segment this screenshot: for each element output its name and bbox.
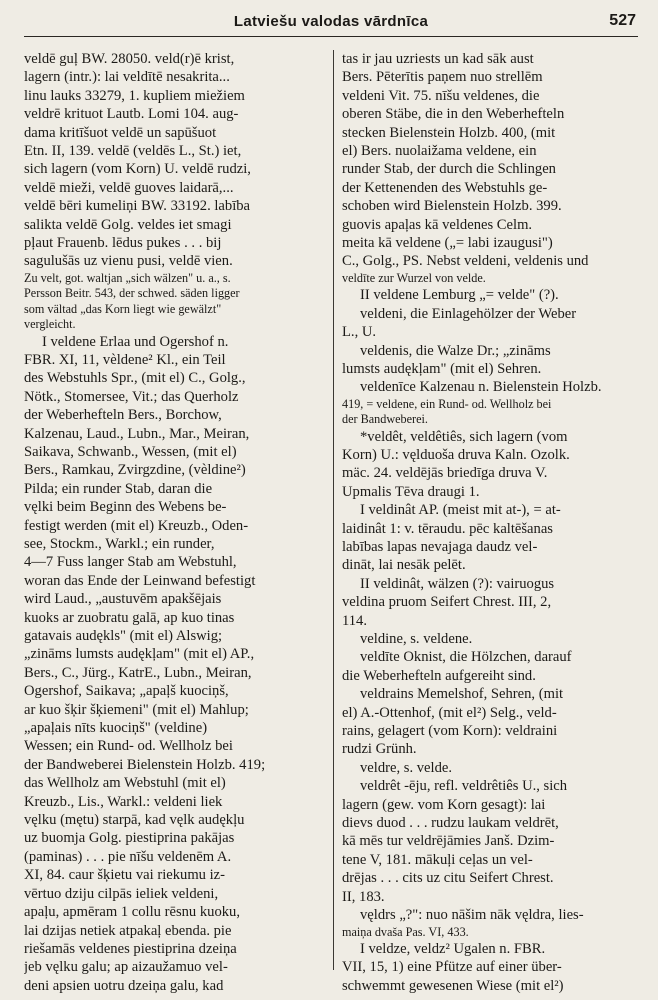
text-line: veldeni Vit. 75. nīšu veldenes, die <box>342 87 540 104</box>
text-line: deni apsien uotru dzeiņa galu, kad <box>24 977 224 994</box>
text-line: 4—7 Fuss langer Stab am Webstuhl, <box>24 554 237 571</box>
text-line: veldīte Oknist, die Hölzchen, darauf <box>360 649 572 666</box>
text-line: runder Stab, der durch die Schlingen <box>342 161 556 178</box>
left-column <box>24 50 327 994</box>
text-line: „zināms lumsts audękļam" (mit el) AP., <box>24 646 255 663</box>
text-line: laidinât 1: v. tēraudu. pēc kaltēšanas <box>342 520 553 537</box>
text-line: dievs duod . . . rudzu laukam veldrēt, <box>342 815 559 832</box>
text-line: *veldêt, veldêtiês, sich lagern (vom <box>360 428 568 445</box>
text-line: som vältad „das Korn liegt wie gewälzt" <box>24 301 222 316</box>
text-line: veldrains Memelshof, Sehren, (mit <box>360 686 564 703</box>
text-line: lumsts audękļam" (mit el) Sehren. <box>342 360 542 377</box>
text-line: mäc. 24. veldējās briedīga druva V. <box>342 465 548 482</box>
text-line: meita kā veldene („= labi izaugusi") <box>342 235 553 252</box>
text-line: „apaļais nīts kuociņš" (veldine) <box>24 720 208 737</box>
text-line: Bers. Pēterītis paņem nuo strellēm <box>342 69 543 86</box>
text-line: II veldene Lemburg „= velde" (?). <box>360 287 559 304</box>
text-line: Korn) U.: vęlduoša druva Kaln. Ozolk. <box>342 446 570 463</box>
text-line: tene V, 181. mākuļi ceļas un vel- <box>342 851 533 868</box>
text-line: el) Bers. nuolaižama veldene, ein <box>342 143 537 160</box>
text-line: C., Golg., PS. Nebst veldeni, veldenis und <box>342 253 589 270</box>
text-line: veldrē krituot Lautb. Lomi 104. aug- <box>24 106 239 123</box>
text-line: gatavais audękls" (mit el) Alswig; <box>24 628 223 644</box>
text-line: apaļu, apmēram 1 collu rēsnu kuoku, <box>24 904 241 921</box>
right-column <box>342 50 640 994</box>
text-line: sagulušās uz vienu pusi, veldē vien. <box>24 253 233 270</box>
text-line: vergleicht. <box>24 317 76 332</box>
text-line: I veldze, veldz² Ugalen n. FBR. <box>360 940 546 957</box>
page-number: 527 <box>609 12 636 29</box>
text-line: rudzi Grünh. <box>342 741 417 758</box>
text-line: II, 183. <box>342 888 385 905</box>
text-line: kuoks ar zuobratu galā, ap kuo tinas <box>24 609 235 626</box>
text-line: veldeni, die Einlagehölzer der Weber <box>360 305 577 322</box>
text-line: wird Laud., „austuvēm apakšējais <box>24 591 222 608</box>
text-line: oberen Stäbe, die in den Weberhefteln <box>342 106 565 123</box>
text-line: maiņa dvaša Pas. VI, 433. <box>342 924 469 939</box>
text-line: kā mēs tur veldrējāmies Janš. Dzim- <box>342 833 555 850</box>
text-line: Kreuzb., Lis., Warkl.: veldeni liek <box>24 793 223 810</box>
text-line: veldenīce Kalzenau n. Bielenstein Holzb. <box>360 379 602 396</box>
text-line: II veldinât, wälzen (?): vairuogus <box>360 575 555 592</box>
text-line: 114. <box>342 612 367 629</box>
text-line: vęlki beim Beginn des Webens be- <box>24 499 227 516</box>
text-line: 419, = veldene, ein Rund- od. Wellholz bei <box>342 396 552 411</box>
text-line: el) A.-Ottenhof, (mit el²) Selg., veld- <box>342 704 557 721</box>
text-line: der Weberhefteln Bers., Borchow, <box>24 407 222 424</box>
running-title: Latviešu valodas vārdnīca <box>233 13 429 30</box>
text-line: tas ir jau uzriests un kad sāk aust <box>342 51 534 67</box>
text-line: Etn. II, 139. veldē (veldēs L., St.) iet, <box>24 143 242 160</box>
text-line: rains, gelagert (vom Korn): veldraini <box>342 723 558 740</box>
text-line: der Bandweberei. <box>342 412 428 427</box>
text-line: Zu velt, got. waltjan „sich wälzen" u. a., s. <box>24 270 231 285</box>
text-line: Bers., C., Jürg., KatrE., Lubn., Meiran, <box>24 664 252 681</box>
text-line: linu lauks 33279, 1. kupliem miežiem <box>24 87 245 104</box>
text-line: der Bandweberei Bielenstein Holzb. 419; <box>24 756 266 773</box>
text-line: Ogershof, Saikava; „apaļš kuociņš, <box>24 683 229 700</box>
text-line: Upmalis Tēva draugi 1. <box>342 483 480 500</box>
text-line: (paminas) . . . pie nīšu veldenēm A. <box>24 848 232 865</box>
text-line: see, Stockm., Warkl.; ein runder, <box>24 535 215 552</box>
text-line: veldīte zur Wurzel von velde. <box>342 270 486 285</box>
text-line: veldina pruom Seifert Chrest. III, 2, <box>342 594 552 611</box>
text-line: VII, 15, 1) eine Pfütze auf einer über- <box>342 959 562 976</box>
text-line: lai dzijas netiek atpakaļ ebenda. pie <box>24 922 232 939</box>
text-line: XI, 84. caur šķietu vai riekumu iz- <box>24 867 226 884</box>
text-line: lagern (gew. vom Korn gesagt): lai <box>342 796 546 813</box>
text-line: riešamās veldenes piestiprina dzeiņa <box>24 940 237 957</box>
text-line: vęldrs „?": nuo nāšim nāk vęldra, lies- <box>360 907 584 924</box>
text-line: guovis apaļas kā veldenes Celm. <box>342 216 533 233</box>
text-line: veldē mieži, veldē guoves laidarā,... <box>24 179 234 196</box>
text-line: veldre, s. velde. <box>360 759 452 776</box>
text-line: labības lapas nevajaga daudz vel- <box>342 538 538 555</box>
running-header <box>24 10 638 37</box>
text-line: stecken Bielenstein Holzb. 400, (mit <box>342 124 556 141</box>
text-line: veldrêt -ēju, refl. veldrêtiês U., sich <box>360 778 568 795</box>
text-line: lagern (intr.): lai veldītē nesakrita... <box>24 69 230 86</box>
text-line: uz buomja Golg. piestiprina pakājas <box>24 830 235 847</box>
text-line: des Webstuhls Spr., (mit el) C., Golg., <box>24 370 246 387</box>
text-line: der Kettenenden des Webstuhls ge- <box>342 179 548 196</box>
text-line: dināt, lai nesāk pelēt. <box>342 557 466 574</box>
text-line: veldē guļ BW. 28050. veld(r)ē krist, <box>24 51 235 67</box>
text-line: drējas . . . cits uz citu Seifert Chrest. <box>342 870 554 887</box>
text-line: ar kuo šķir šķiemeni" (mit el) Mahlup; <box>24 701 249 718</box>
text-line: Persson Beitr. 543, der schwed. säden ligger <box>24 286 240 301</box>
text-line: schoben wird Bielenstein Holzb. 399. <box>342 198 562 215</box>
text-line: Bers., Ramkau, Zvirgzdine, (vèldine²) <box>24 462 246 479</box>
text-line: Kalzenau, Laud., Lubn., Mar., Meiran, <box>24 425 250 442</box>
text-line: I veldinât AP. (meist mit at-), = at- <box>360 502 561 519</box>
text-line: pļaut Frauenb. lēdus pukes . . . bij <box>24 235 222 252</box>
text-line: veldine, s. veldene. <box>360 631 473 647</box>
text-line: Pilda; ein runder Stab, daran die <box>24 480 213 497</box>
text-line: vērtuo dziju cilpās ieliek veldeni, <box>24 885 219 902</box>
text-line: salikta veldē Golg. veldes iet smagi <box>24 216 232 233</box>
text-line: FBR. XI, 11, vèldene² Kl., ein Teil <box>24 351 226 368</box>
text-line: veldē bēri kumeliņi BW. 33192. labība <box>24 198 251 215</box>
text-line: woran das Ende der Leinwand befestigt <box>24 572 256 589</box>
text-line: dama kritīšuot veldē un sapūšuot <box>24 124 217 141</box>
text-line: L., U. <box>342 324 377 341</box>
text-line: Wessen; ein Rund- od. Wellholz bei <box>24 738 233 755</box>
text-line: vęlku (mętu) starpā, kad vęlk audękļu <box>24 812 245 829</box>
text-line: festigt werden (mit el) Kreuzb., Oden- <box>24 517 249 534</box>
text-line: Saikava, Schwanb., Wessen, (mit el) <box>24 443 237 460</box>
text-line: jeb vęlku galu; ap aizaužamuo vel- <box>24 959 228 976</box>
text-line: sich lagern (vom Korn) U. veldē rudzi, <box>24 161 251 178</box>
text-line: veldenis, die Walze Dr.; „zināms <box>360 342 551 359</box>
text-line: schwemmt gewesenen Wiese (mit el²) <box>342 977 564 994</box>
text-line: Nötk., Stomersee, Vit.; das Querholz <box>24 388 239 405</box>
text-line: die Weberhefteln aufgereiht sind. <box>342 667 536 684</box>
text-line: I veldene Erlaa und Ogershof n. <box>42 333 229 350</box>
text-line: das Wellholz am Webstuhl (mit el) <box>24 775 226 792</box>
column-divider <box>333 50 334 970</box>
